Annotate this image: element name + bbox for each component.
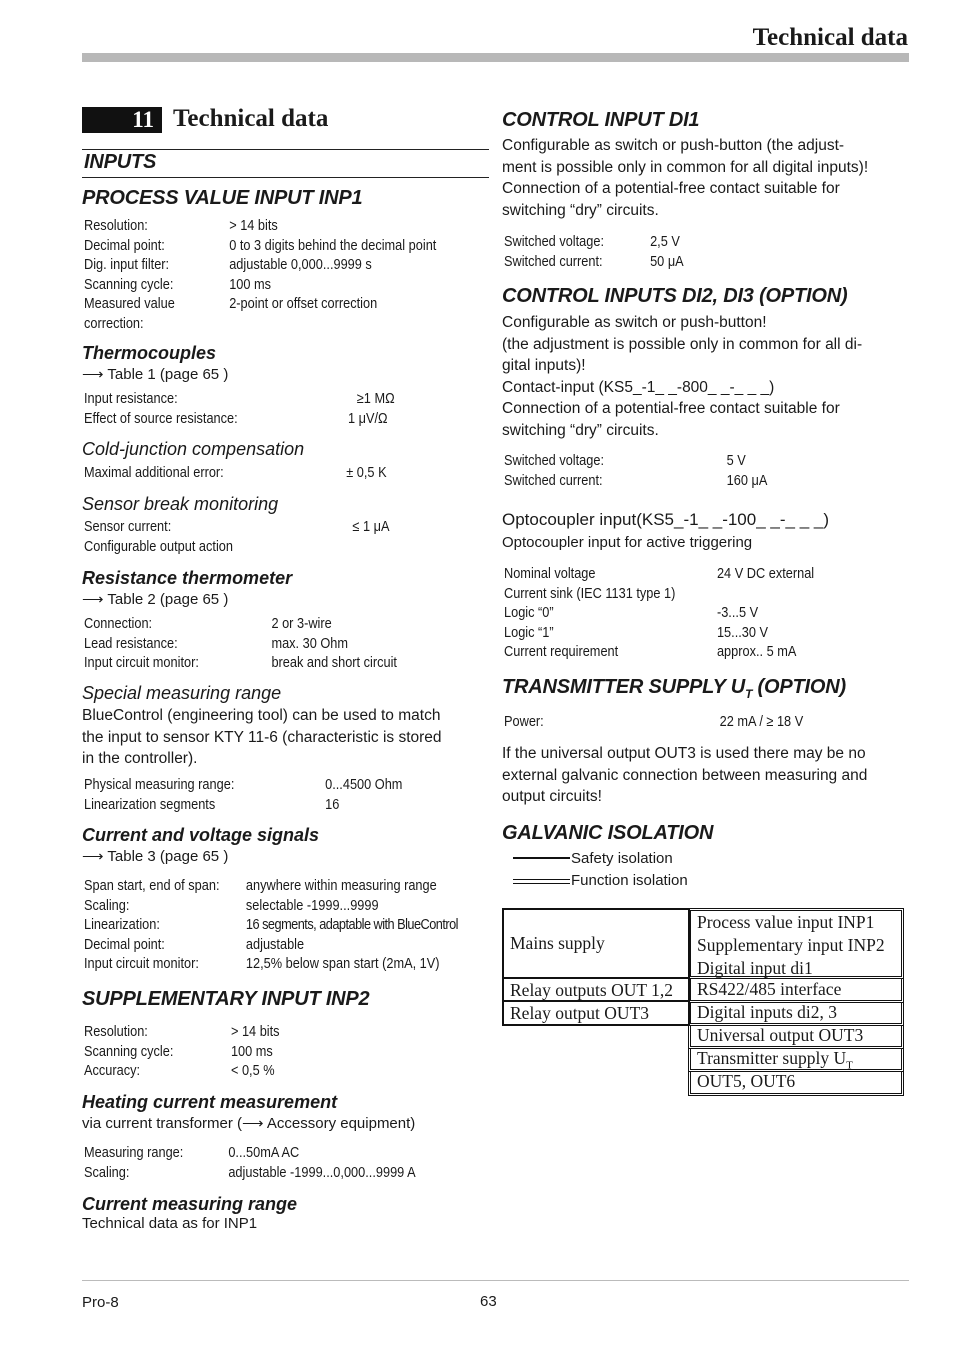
row-value: 5 V <box>726 453 746 469</box>
iso-transmitter-supply <box>688 1048 904 1072</box>
di1-heading: CONTROL INPUT DI1 <box>502 109 700 131</box>
row-key: Effect of source resistance: <box>84 411 238 427</box>
row-key: Input circuit monitor: <box>84 956 199 972</box>
row-key: Span start, end of span: <box>84 878 220 894</box>
iso-rs422: RS422/485 interface <box>688 979 904 1003</box>
row-value: ± 0,5 K <box>346 465 387 481</box>
footer-left: Pro-8 <box>82 1294 119 1311</box>
row-key: Decimal point: <box>84 237 165 254</box>
text-line: Contact-input (KS5_-1_ _-800_ _-_ _ _) <box>502 378 775 396</box>
row-value: 0...4500 Ohm <box>325 777 403 793</box>
iso-item: Supplementary input INP2 <box>697 935 885 955</box>
row-value: ≤ 1 μA <box>352 519 390 535</box>
resistance-thermometer-heading: Resistance thermometer <box>82 568 293 588</box>
safety-isolation-line <box>513 857 570 859</box>
row-value: anywhere within measuring range <box>245 878 437 894</box>
row-value: adjustable -1999...0,000...9999 A <box>228 1165 416 1181</box>
row-key: Logic “1” <box>504 624 554 641</box>
di1-table <box>504 233 856 272</box>
sensor-break-heading: Sensor break monitoring <box>82 494 279 514</box>
resistance-thermometer-ref: ⟶ Table 2 (page 65 ) <box>82 591 229 608</box>
row-value: 15...30 V <box>716 624 769 641</box>
cold-junction-table <box>84 464 489 484</box>
heating-current-ref: via current transformer (⟶ Accessory equipment) <box>82 1115 416 1132</box>
text-line: (the adjustment is possible only in common for all di- <box>502 335 863 353</box>
text-line: output circuits! <box>502 788 602 805</box>
cold-junction-heading: Cold-junction compensation <box>82 439 305 459</box>
row-key: Scaling: <box>84 897 130 914</box>
row-value: max. 30 Ohm <box>271 635 349 652</box>
row-value: 100 ms <box>229 276 272 293</box>
iso-out5-out6: OUT5, OUT6 <box>688 1071 904 1096</box>
safety-isolation-label: Safety isolation <box>571 850 673 867</box>
row-key: Scaling: <box>84 1165 130 1181</box>
text-line: Connection of a potential-free contact suitable for <box>502 400 840 417</box>
thermocouples-table <box>84 390 489 430</box>
text-line: ment is possible only in common for all digital inputs)! <box>502 158 869 176</box>
row-key: Measuring range: <box>84 1145 184 1161</box>
resistance-thermometer-table <box>84 615 489 674</box>
row-key: Power: <box>504 714 544 730</box>
optocoupler-table <box>504 565 856 663</box>
text-line: the input to sensor KTY 11-6 (characteristic is stored <box>82 728 442 746</box>
text-line: external galvanic connection between measuring and <box>502 766 868 784</box>
row-key: Lead resistance: <box>84 635 178 652</box>
current-voltage-table <box>84 877 489 975</box>
row-key: correction: <box>84 315 144 332</box>
row-key: Sensor current: <box>84 519 172 535</box>
row-value: 12,5% below span start (2mA, 1V) <box>245 956 440 972</box>
function-isolation-label: Function isolation <box>571 872 688 889</box>
heading-subscript: T <box>745 687 753 701</box>
text-line: Configurable as switch or push-button! <box>502 314 767 331</box>
di23-table <box>504 452 856 491</box>
iso-item: Transmitter supply U <box>697 1048 847 1068</box>
iso-relay-outputs-1-2: Relay outputs OUT 1,2 <box>502 979 690 1002</box>
chapter-title: Technical data <box>173 105 329 132</box>
iso-item: Process value input INP1 <box>697 912 875 932</box>
row-key: Input resistance: <box>84 391 178 407</box>
thermocouples-heading: Thermocouples <box>82 343 217 363</box>
text-line: BlueControl (engineering tool) can be used to match <box>82 707 441 724</box>
row-value: 160 μA <box>726 472 768 489</box>
running-header-title: Technical data <box>752 24 908 51</box>
di23-heading: CONTROL INPUTS DI2, DI3 (OPTION) <box>502 285 848 307</box>
inp1-heading: PROCESS VALUE INPUT INP1 <box>82 187 363 209</box>
row-key: Physical measuring range: <box>84 777 235 793</box>
text-line: switching “dry” circuits. <box>502 421 659 439</box>
transmitter-supply-text <box>502 743 867 808</box>
iso-item: Digital input di1 <box>697 958 813 978</box>
iso-mains-supply: Mains supply <box>502 908 690 979</box>
row-value: > 14 bits <box>229 218 278 234</box>
text-line: switching “dry” circuits. <box>502 201 659 219</box>
row-value: 100 ms <box>230 1043 273 1060</box>
special-range-text <box>82 705 442 770</box>
row-value: 0 to 3 digits behind the decimal point <box>229 237 437 254</box>
inp2-heading: SUPPLEMENTARY INPUT INP2 <box>82 988 370 1010</box>
di23-text <box>502 312 862 441</box>
row-key: Connection: <box>84 616 153 632</box>
header-bar <box>82 53 909 62</box>
row-value: < 0,5 % <box>230 1063 275 1079</box>
footer-rule <box>82 1280 909 1281</box>
row-value: 16 segments, adaptable with BlueControl <box>245 917 458 933</box>
row-value: approx.. 5 mA <box>716 644 797 660</box>
row-key: Switched current: <box>504 253 603 270</box>
row-key: Accuracy: <box>84 1063 141 1079</box>
page-number: 63 <box>480 1293 497 1310</box>
text-line: gital inputs)! <box>502 357 586 374</box>
rule <box>82 149 489 150</box>
iso-digital-inputs-2-3: Digital inputs di2, 3 <box>688 1002 904 1026</box>
thermocouples-ref: ⟶ Table 1 (page 65 ) <box>82 366 229 383</box>
row-key: Maximal additional error: <box>84 465 224 481</box>
special-range-heading: Special measuring range <box>82 683 282 703</box>
transmitter-supply-table <box>504 713 856 733</box>
row-key: Switched voltage: <box>504 234 605 250</box>
heating-current-table <box>84 1144 489 1184</box>
row-value: 1 μV/Ω <box>348 411 388 427</box>
row-value: adjustable <box>245 936 305 953</box>
heading-part: (OPTION) <box>752 676 846 698</box>
special-range-table <box>84 776 489 815</box>
row-key: Linearization: <box>84 917 160 933</box>
chapter-number: 11 <box>82 107 162 133</box>
row-value: 0...50mA AC <box>228 1145 300 1161</box>
optocoupler-subtitle: Optocoupler input for active triggering <box>502 534 753 551</box>
row-key: Configurable output action <box>84 539 233 555</box>
inp2-table <box>84 1023 489 1082</box>
sensor-break-table <box>84 518 489 558</box>
row-key: Measured value <box>84 296 175 312</box>
current-voltage-ref: ⟶ Table 3 (page 65 ) <box>82 848 229 865</box>
inp1-table <box>84 217 489 334</box>
row-value: 2 or 3-wire <box>271 616 332 632</box>
row-value: 2-point or offset correction <box>229 296 378 312</box>
rule <box>82 177 489 178</box>
row-value: 24 V DC external <box>716 566 815 582</box>
row-value: 16 <box>325 796 340 813</box>
iso-inputs-group <box>688 908 904 979</box>
row-key: Decimal point: <box>84 936 165 953</box>
heading-part: TRANSMITTER SUPPLY U <box>502 676 746 698</box>
row-key: Input circuit monitor: <box>84 655 199 671</box>
row-key: Current requirement <box>504 644 619 660</box>
row-key: Resolution: <box>84 1024 148 1040</box>
iso-relay-output-3: Relay output OUT3 <box>502 1002 690 1026</box>
row-key: Switched current: <box>504 472 603 489</box>
transmitter-supply-heading <box>502 676 846 701</box>
row-value: 2,5 V <box>650 234 680 250</box>
row-value: -3...5 V <box>716 605 759 621</box>
row-key: Dig. input filter: <box>84 257 170 273</box>
current-range-heading: Current measuring range <box>82 1194 298 1214</box>
row-key: Scanning cycle: <box>84 1043 174 1060</box>
galvanic-isolation-heading: GALVANIC ISOLATION <box>502 822 714 844</box>
row-key: Nominal voltage <box>504 566 596 582</box>
row-key: Resolution: <box>84 218 148 234</box>
text-line: If the universal output OUT3 is used there may be no <box>502 745 866 762</box>
row-value: adjustable 0,000...9999 s <box>229 257 372 273</box>
iso-universal-output-3: Universal output OUT3 <box>688 1025 904 1049</box>
row-key: Linearization segments <box>84 796 216 813</box>
optocoupler-heading: Optocoupler input(KS5_-1_ _-100_ _-_ _ _) <box>502 510 829 529</box>
row-key: Scanning cycle: <box>84 276 174 293</box>
text-line: Configurable as switch or push-button (the adjust- <box>502 137 845 154</box>
function-isolation-line <box>513 879 570 884</box>
current-range-text: Technical data as for INP1 <box>82 1215 258 1232</box>
row-value: selectable -1999...9999 <box>245 897 379 914</box>
heating-current-heading: Heating current measurement <box>82 1092 338 1112</box>
di1-text <box>502 135 868 221</box>
row-key: Current sink (IEC 1131 type 1) <box>504 585 676 602</box>
row-key: Logic “0” <box>504 605 554 621</box>
row-value: > 14 bits <box>230 1024 280 1040</box>
text-line: Connection of a potential-free contact suitable for <box>502 180 840 197</box>
row-value: 50 μA <box>650 253 684 270</box>
row-value: 22 mA / ≥ 18 V <box>719 714 804 730</box>
row-key: Switched voltage: <box>504 453 605 469</box>
row-value: break and short circuit <box>271 655 397 671</box>
inputs-heading: INPUTS <box>84 151 157 173</box>
current-voltage-heading: Current and voltage signals <box>82 825 320 845</box>
row-value: ≥1 MΩ <box>356 391 395 407</box>
iso-subscript: T <box>846 1059 853 1072</box>
text-line: in the controller). <box>82 750 198 767</box>
